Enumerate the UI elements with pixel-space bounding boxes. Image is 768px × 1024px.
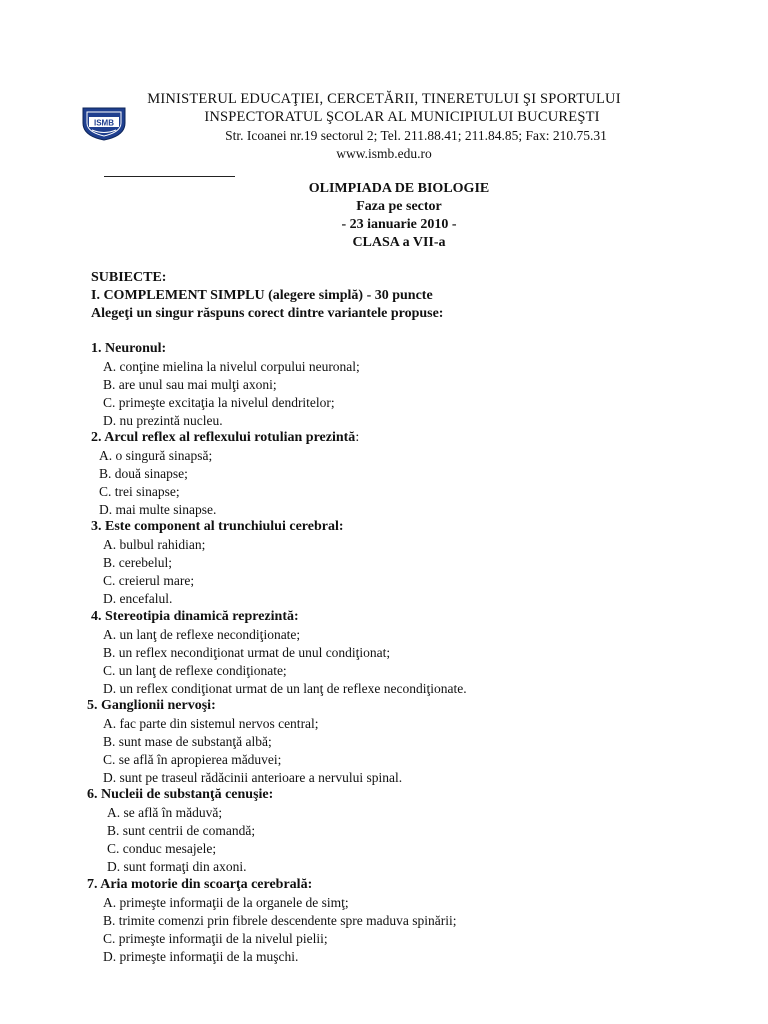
- question-stem: 6. Nucleii de substanţă cenuşie:: [87, 787, 274, 802]
- answer-option: C. un lanţ de reflexe condiţionate;: [103, 663, 287, 678]
- address-line: Str. Icoanei nr.19 sectorul 2; Tel. 211.88.41; 211.84.85; Fax: 210.75.31: [225, 128, 607, 143]
- answer-option: C. primeşte informaţii de la nivelul pielii;: [103, 931, 328, 946]
- subjects-heading: SUBIECTE:: [91, 270, 167, 285]
- question-stem: 2. Arcul reflex al reflexului rotulian prezintă:: [91, 430, 360, 445]
- inspectorate-name: INSPECTORATUL ŞCOLAR AL MUNICIPIULUI BUCUREŞTI: [204, 109, 600, 125]
- separator-line: [104, 176, 235, 177]
- answer-option: D. un reflex condiţionat urmat de un lanţ de reflexe necondiţionate.: [103, 681, 467, 696]
- answer-option: A. se află în măduvă;: [107, 805, 223, 820]
- question-stem: 4. Stereotipia dinamică reprezintă:: [91, 609, 299, 624]
- answer-option: A. bulbul rahidian;: [103, 537, 206, 552]
- answer-option: B. are unul sau mai mulţi axoni;: [103, 377, 277, 392]
- answer-option: D. encefalul.: [103, 591, 173, 606]
- answer-option: D. mai multe sinapse.: [99, 502, 217, 517]
- olympiad-title: OLIMPIADA DE BIOLOGIE: [308, 181, 490, 196]
- answer-option: B. sunt centrii de comandă;: [107, 823, 256, 838]
- answer-option: B. cerebelul;: [103, 555, 172, 570]
- answer-option: A. conţine mielina la nivelul corpului neuronal;: [103, 359, 360, 374]
- answer-option: A. un lanţ de reflexe necondiţionate;: [103, 627, 301, 642]
- phase-title: Faza pe sector: [356, 199, 442, 214]
- part-heading: I. COMPLEMENT SIMPLU (alegere simplă) - 30 puncte: [91, 288, 433, 303]
- class-level: CLASA a VII-a: [352, 235, 446, 250]
- answer-option: D. primeşte informaţii de la muşchi.: [103, 949, 299, 964]
- question-stem: 5. Ganglionii nervoşi:: [87, 698, 216, 713]
- question-stem: 3. Este component al trunchiului cerebral:: [91, 519, 344, 534]
- answer-option: C. se află în apropierea măduvei;: [103, 752, 282, 767]
- website-link[interactable]: www.ismb.edu.ro: [336, 146, 432, 161]
- answer-option: C. primeşte excitaţia la nivelul dendritelor;: [103, 395, 335, 410]
- answer-option: D. sunt formaţi din axoni.: [107, 859, 247, 874]
- answer-option: C. trei sinapse;: [99, 484, 180, 499]
- answer-option: B. trimite comenzi prin fibrele descendente spre maduva spinării;: [103, 913, 457, 928]
- logo-text: ISMB: [94, 118, 114, 128]
- exam-date: - 23 ianuarie 2010 -: [341, 217, 457, 232]
- answer-option: A. primeşte informaţii de la organele de simţ;: [103, 895, 349, 910]
- answer-option: A. fac parte din sistemul nervos central;: [103, 716, 319, 731]
- instruction-text: Alegeţi un singur răspuns corect dintre variantele propuse:: [91, 306, 444, 321]
- answer-option: D. sunt pe traseul rădăcinii anterioare a nervului spinal.: [103, 770, 403, 785]
- question-stem: 1. Neuronul:: [91, 341, 167, 356]
- answer-option: A. o singură sinapsă;: [99, 448, 213, 463]
- ministry-name: MINISTERUL EDUCAŢIEI, CERCETĂRII, TINERETULUI ŞI SPORTULUI: [147, 91, 621, 107]
- answer-option: B. sunt mase de substanţă albă;: [103, 734, 272, 749]
- answer-option: C. conduc mesajele;: [107, 841, 217, 856]
- answer-option: D. nu prezintă nucleu.: [103, 413, 223, 428]
- question-stem: 7. Aria motorie din scoarţa cerebrală:: [87, 877, 313, 892]
- answer-option: B. un reflex necondiţionat urmat de unul condiţionat;: [103, 645, 391, 660]
- answer-option: C. creierul mare;: [103, 573, 195, 588]
- answer-option: B. două sinapse;: [99, 466, 188, 481]
